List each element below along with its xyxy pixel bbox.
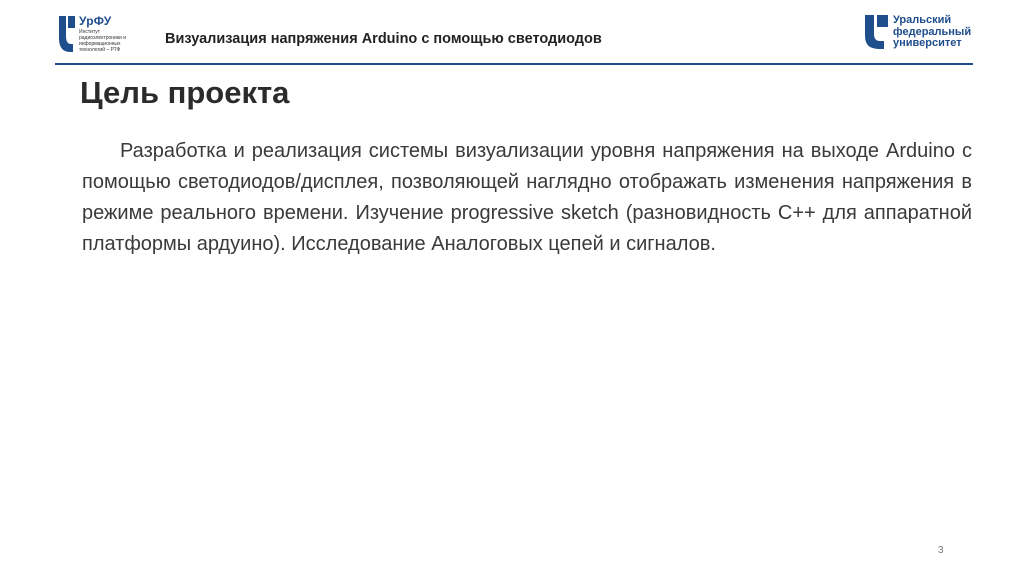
presentation-title: Визуализация напряжения Arduino с помощью светодиодов — [165, 31, 602, 47]
logo-name: УрФУ — [79, 14, 112, 28]
urfu-u-icon — [57, 14, 77, 54]
page-number: 3 — [938, 545, 944, 556]
header-divider — [55, 63, 973, 65]
urfu-institute-logo — [57, 14, 137, 58]
slide-body-text: Разработка и реализация системы визуализации уровня напряжения на выходе Arduino с помощью светодиодов/дисплея, позволяющей наглядно отображать изменения напряжения в режиме реального времени. Изучение progressive sketch (разновидность С++ для аппаратной платформы ардуино). Исследование Аналоговых цепей и сигналов. — [82, 140, 972, 255]
university-name — [893, 15, 971, 50]
ural-university-u-icon — [864, 14, 890, 50]
ural-federal-university-logo — [864, 14, 984, 54]
logo-subtitle: Институт радиоэлектроники и информационных технологий – РТФ — [79, 29, 127, 53]
university-name-line-2: федеральный — [893, 25, 972, 38]
slide-title: Цель проекта — [80, 75, 290, 110]
university-name-line-1: Уральский — [893, 14, 952, 26]
university-name-line-3: университет — [893, 37, 962, 49]
slide-header — [0, 0, 1024, 70]
